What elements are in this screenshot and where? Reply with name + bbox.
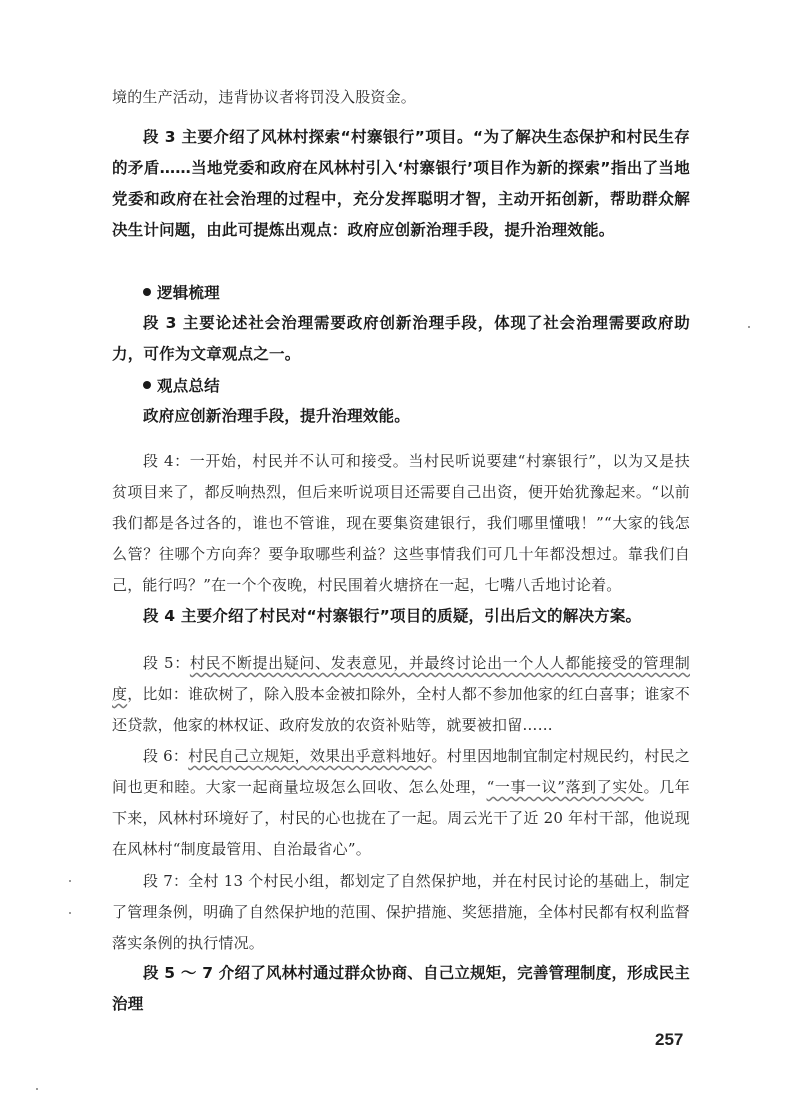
source-paragraph-6: [112, 741, 690, 865]
paragraph-6-label: 段 6：: [143, 747, 189, 765]
page-number: 257: [655, 1030, 684, 1049]
scan-speck: [748, 326, 750, 328]
paragraph-6-middle: 。村里因地制宜制定村规民约，村民之间也更和睦。大家一起商量垃圾怎么回收、怎么处理，: [112, 747, 691, 796]
logic-heading: [112, 278, 690, 309]
paragraph-5-label: 段 5：: [143, 654, 190, 672]
summary-heading-label: 观点总结: [157, 377, 220, 395]
scan-speck: [69, 880, 71, 882]
scan-speck: [36, 1088, 38, 1090]
source-paragraph-4: 段 4：一开始，村民并不认可和接受。当村民听说要建“村寨银行”，以为又是扶贫项目来了，都反响热烈，但后来听说项目还需要自己出资，便开始犹豫起来。“以前我们都是各过各的，谁也不管谁，现在要集资建银行，我们哪里懂哦！”“大家的钱怎么管？往哪个方向奔？要争取哪些利益？这些事情我们可几十年都没想过。靠我们自己，能行吗？”在一个个夜晚，村民围着火塘挤在一起，七嘴八舌地讨论着。: [112, 452, 690, 594]
analysis-paragraph-4: 段 4 主要介绍了村民对“村寨银行”项目的质疑，引出后文的解决方案。: [143, 607, 642, 625]
underlined-key-sentence: 村民自己立规矩，效果出乎意料地好: [188, 747, 432, 765]
underlined-key-sentence: 村民不断提出疑问、发表意见，并最终讨论出一个人人都能接受的管理制度: [112, 654, 690, 703]
bullet-icon: [143, 288, 151, 296]
paragraph-5-rest: ，比如：谁砍树了，除入股本金被扣除外，全村人都不参加他家的红白喜事；谁家不还贷款，他家的林权证、政府发放的农资补贴等，就要被扣留……: [112, 685, 691, 734]
paragraph-6-rest: 。几年下来，风林村环境好了，村民的心也拢在了一起。周云光干了近 20 年村干部，他说现在风林村“制度最管用、自治最省心”。: [112, 778, 690, 858]
logic-heading-label: 逻辑梳理: [157, 284, 220, 302]
summary-heading: [112, 371, 690, 402]
bullet-icon: [143, 381, 151, 389]
scan-speck: [69, 912, 71, 914]
underlined-key-phrase: “一事一议”落到了实处: [486, 778, 644, 796]
analysis-paragraph-5-7: 段 5 ～ 7 介绍了风林村通过群众协商、自己立规矩，完善管理制度，形成民主治理: [112, 964, 690, 1013]
source-paragraph-7: 段 7：全村 13 个村民小组，都划定了自然保护地，并在村民讨论的基础上，制定了管理条例，明确了自然保护地的范围、保护措施、奖惩措施，全体村民都有权利监督落实条例的执行情况。: [112, 872, 690, 952]
analysis-paragraph-3: 段 3 主要介绍了风林村探索“村寨银行”项目。“为了解决生态保护和村民生存的矛盾……当地党委和政府在风林村引入‘村寨银行’项目作为新的探索”指出了当地党委和政府在社会治理的过程中，充分发挥聪明才智，主动开拓创新，帮助群众解决生计问题，由此可提炼出观点：政府应创新治理手段，提升治理效能。: [112, 128, 690, 239]
source-paragraph-5: [112, 648, 690, 741]
summary-paragraph: 政府应创新治理手段，提升治理效能。: [143, 407, 410, 425]
logic-paragraph: 段 3 主要论述社会治理需要政府创新治理手段，体现了社会治理需要政府助力，可作为文章观点之一。: [112, 314, 690, 363]
paragraph-continuation: 境的生产活动，违背协议者将罚没入股资金。: [112, 88, 417, 106]
